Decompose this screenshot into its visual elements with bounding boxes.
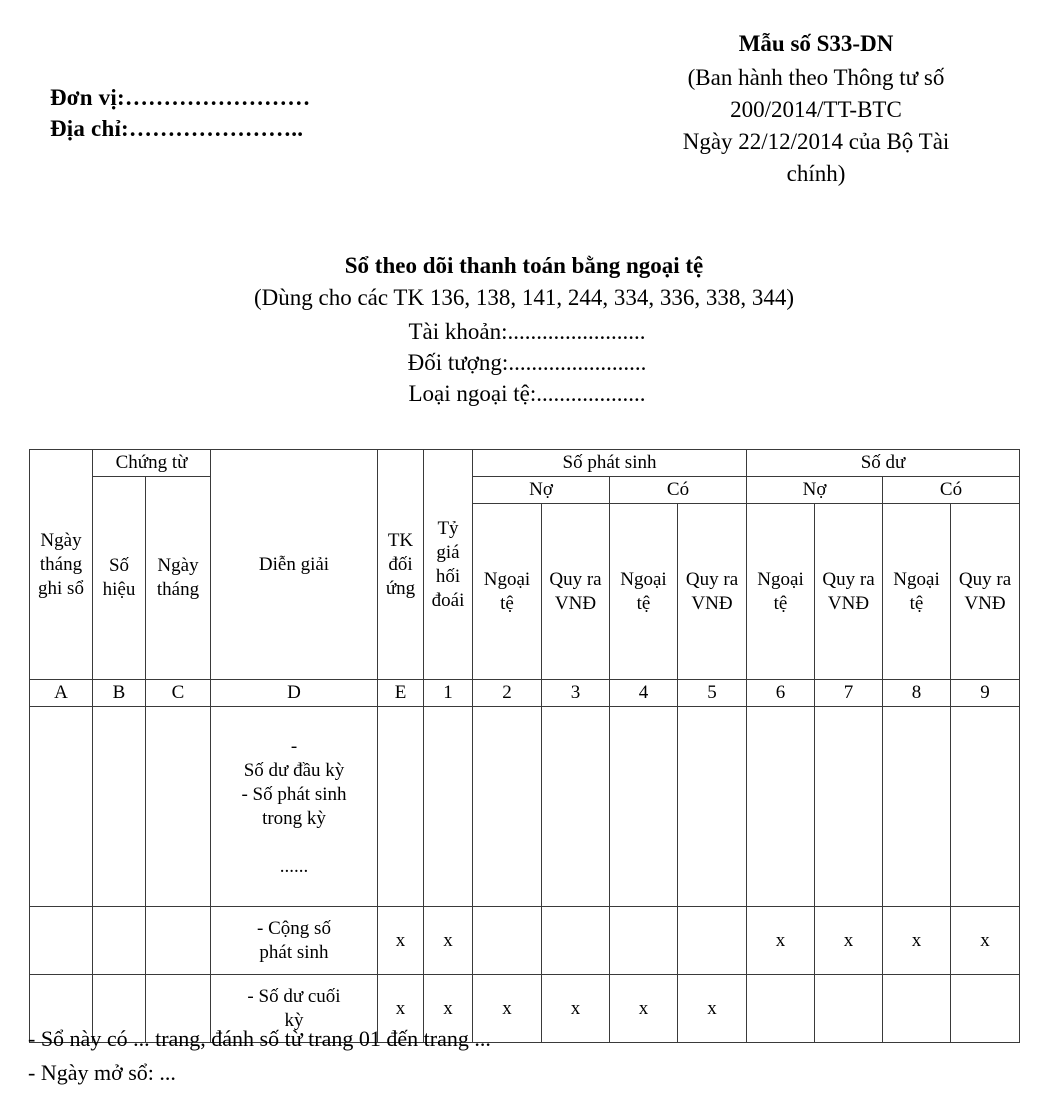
header-arising-credit-vnd: Quy ra VNĐ <box>678 504 747 680</box>
column-letter-4: 4 <box>610 680 678 707</box>
cell-arising-debit-foreign[interactable]: x <box>473 975 542 1043</box>
page-title: Sổ theo dõi thanh toán bằng ngoại tệ <box>344 253 704 278</box>
cell-balance-credit-vnd[interactable]: x <box>951 907 1020 975</box>
cell-arising-debit-vnd[interactable] <box>542 707 610 907</box>
cell-arising-credit-vnd[interactable] <box>678 707 747 907</box>
cell-balance-credit-vnd[interactable] <box>951 975 1020 1043</box>
cell-arising-credit-vnd[interactable] <box>678 907 747 975</box>
currency-type-field: Loại ngoại tệ:................... <box>408 381 646 406</box>
header-exchange-rate: Tỷ giá hối đoái <box>424 450 473 680</box>
form-reference-line-2: 200/2014/TT-BTC <box>730 97 902 122</box>
cell-arising-credit-foreign[interactable] <box>610 907 678 975</box>
table-row[interactable] <box>30 707 1020 907</box>
table-row[interactable] <box>30 907 1020 975</box>
cell-date-record[interactable] <box>30 907 93 975</box>
header-voucher-date: Ngày tháng <box>146 477 211 680</box>
column-letters-row <box>30 680 1020 707</box>
column-letter-6: 6 <box>747 680 815 707</box>
header-date-record: Ngày tháng ghi sổ <box>30 450 93 680</box>
header-arising-debit: Nợ <box>473 477 610 504</box>
cell-voucher-date[interactable] <box>146 907 211 975</box>
column-letter-5: 5 <box>678 680 747 707</box>
header-voucher-group: Chứng từ <box>93 450 211 477</box>
cell-arising-debit-foreign[interactable] <box>473 907 542 975</box>
table-body <box>30 707 1020 1043</box>
header-arising-debit-vnd: Quy ra VNĐ <box>542 504 610 680</box>
header-balance-debit-vnd: Quy ra VNĐ <box>815 504 883 680</box>
cell-balance-debit-foreign[interactable]: x <box>747 907 815 975</box>
header-arising-group: Số phát sinh <box>473 450 747 477</box>
cell-voucher-date[interactable] <box>146 707 211 907</box>
column-letter-8: 8 <box>883 680 951 707</box>
cell-contra-account[interactable] <box>378 707 424 907</box>
unit-field: Đơn vị:…………………… <box>50 85 311 110</box>
footer-pages-note: - Sổ này có ... trang, đánh số từ trang 01 đến trang ... <box>28 1026 491 1051</box>
cell-voucher-number[interactable] <box>93 707 146 907</box>
column-letter-3: 3 <box>542 680 610 707</box>
cell-arising-debit-vnd[interactable]: x <box>542 975 610 1043</box>
cell-contra-account[interactable]: x <box>378 975 424 1043</box>
document-header <box>0 0 1048 215</box>
header-balance-debit-foreign: Ngoại tệ <box>747 504 815 680</box>
cell-date-record[interactable] <box>30 707 93 907</box>
form-code: Mẫu số S33-DN <box>738 31 894 56</box>
form-reference-line-1: (Ban hành theo Thông tư số <box>687 65 945 90</box>
column-letter-7: 7 <box>815 680 883 707</box>
header-arising-credit-foreign: Ngoại tệ <box>610 504 678 680</box>
header-row-1 <box>30 450 1020 477</box>
cell-exchange-rate[interactable]: x <box>424 975 473 1043</box>
footer-open-date-note: - Ngày mở sổ: ... <box>28 1060 176 1085</box>
object-field: Đối tượng:........................ <box>407 350 647 375</box>
header-contra-account: TK đối ứng <box>378 450 424 680</box>
cell-balance-credit-foreign[interactable] <box>883 707 951 907</box>
document-footer <box>28 1022 491 1090</box>
cell-balance-debit-foreign[interactable] <box>747 975 815 1043</box>
cell-description[interactable]: - Cộng số phát sinh <box>211 907 378 975</box>
header-arising-credit: Có <box>610 477 747 504</box>
cell-balance-credit-foreign[interactable]: x <box>883 907 951 975</box>
form-reference-line-4: chính) <box>786 161 846 186</box>
cell-balance-debit-vnd[interactable]: x <box>815 907 883 975</box>
cell-balance-debit-vnd[interactable] <box>815 707 883 907</box>
cell-balance-debit-vnd[interactable] <box>815 975 883 1043</box>
column-letter-1: 1 <box>424 680 473 707</box>
cell-arising-credit-foreign[interactable] <box>610 707 678 907</box>
cell-arising-credit-vnd[interactable]: x <box>678 975 747 1043</box>
column-letter-a: A <box>30 680 93 707</box>
address-field: Địa chỉ:………………….. <box>50 116 304 141</box>
account-field: Tài khoản:........................ <box>408 319 646 344</box>
header-balance-credit: Có <box>883 477 1020 504</box>
header-description: Diễn giải <box>211 450 378 680</box>
header-balance-credit-vnd: Quy ra VNĐ <box>951 504 1020 680</box>
cell-balance-credit-vnd[interactable] <box>951 707 1020 907</box>
cell-contra-account[interactable]: x <box>378 907 424 975</box>
page-subtitle: (Dùng cho các TK 136, 138, 141, 244, 334, 336, 338, 344) <box>253 285 794 310</box>
header-balance-credit-foreign: Ngoại tệ <box>883 504 951 680</box>
table-header <box>30 450 1020 707</box>
cell-description[interactable]: - Số dư cuối kỳ <box>211 975 378 1043</box>
cell-arising-debit-vnd[interactable] <box>542 907 610 975</box>
cell-balance-credit-foreign[interactable] <box>883 975 951 1043</box>
cell-arising-credit-foreign[interactable]: x <box>610 975 678 1043</box>
ledger-table <box>29 449 1020 1043</box>
column-letter-e: E <box>378 680 424 707</box>
cell-description[interactable]: - Số dư đầu kỳ - Số phát sinh trong kỳ ...... <box>211 707 378 907</box>
document-title-block <box>0 250 1048 409</box>
column-letter-b: B <box>93 680 146 707</box>
column-letter-d: D <box>211 680 378 707</box>
unit-info-block <box>50 82 310 144</box>
cell-exchange-rate[interactable]: x <box>424 907 473 975</box>
header-arising-debit-foreign: Ngoại tệ <box>473 504 542 680</box>
header-balance-debit: Nợ <box>747 477 883 504</box>
title-field-lines <box>0 316 1048 409</box>
header-balance-group: Số dư <box>747 450 1020 477</box>
cell-exchange-rate[interactable] <box>424 707 473 907</box>
form-reference-line-3: Ngày 22/12/2014 của Bộ Tài <box>682 129 950 154</box>
cell-balance-debit-foreign[interactable] <box>747 707 815 907</box>
cell-voucher-number[interactable] <box>93 907 146 975</box>
column-letter-9: 9 <box>951 680 1020 707</box>
column-letter-2: 2 <box>473 680 542 707</box>
header-row-2 <box>30 477 1020 504</box>
cell-arising-debit-foreign[interactable] <box>473 707 542 907</box>
form-code-block <box>596 28 1036 190</box>
column-letter-c: C <box>146 680 211 707</box>
header-voucher-number: Số hiệu <box>93 477 146 680</box>
